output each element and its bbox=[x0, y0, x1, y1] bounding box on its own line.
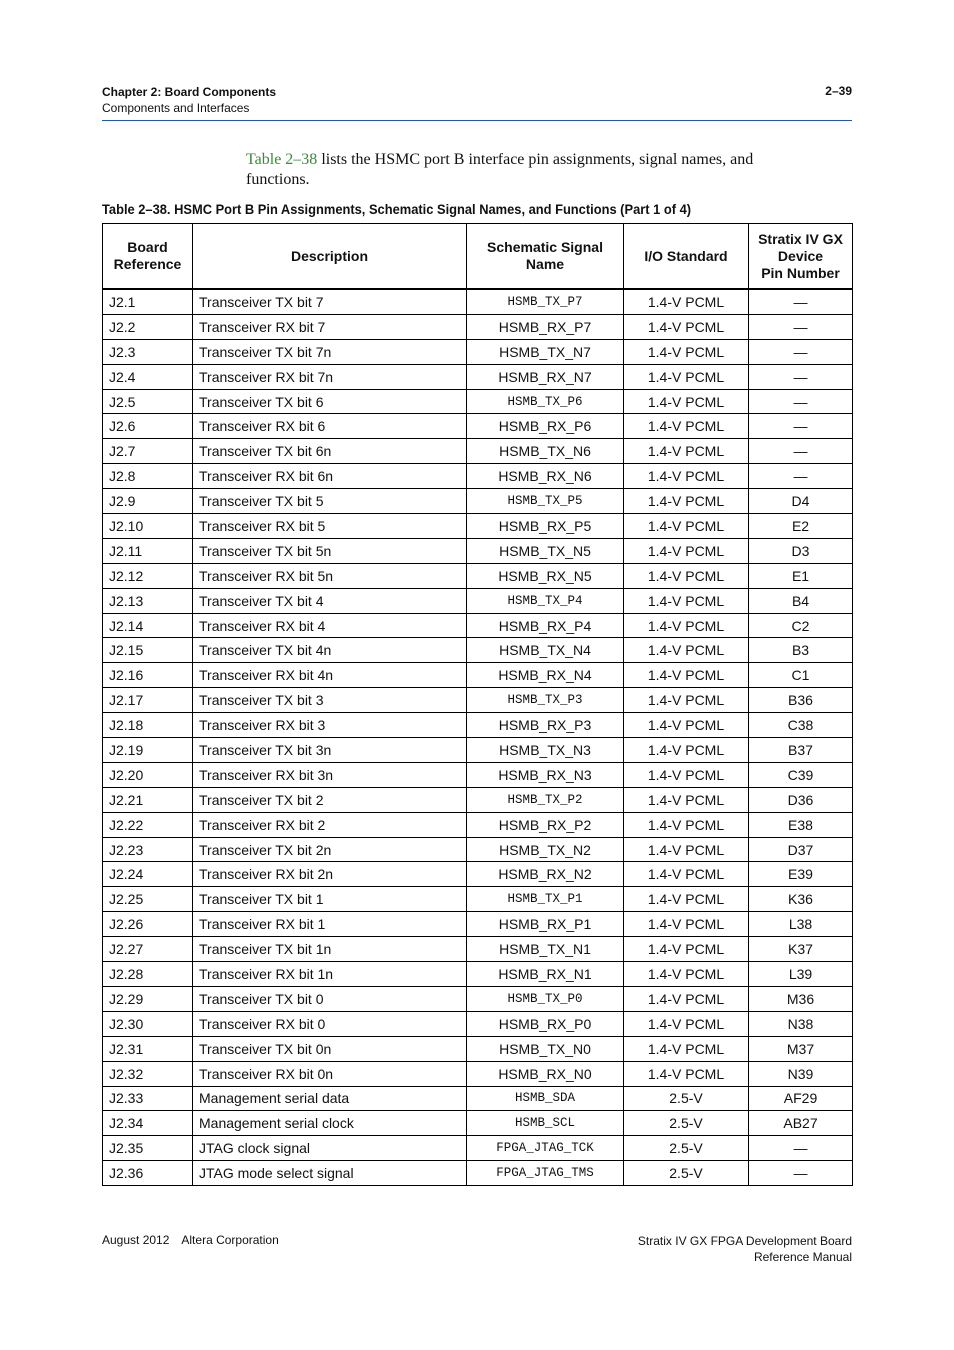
table-row bbox=[103, 364, 853, 389]
cell-pin-number: D4 bbox=[749, 489, 853, 514]
cell-signal-name: HSMB_RX_P7 bbox=[467, 314, 624, 339]
cell-board-reference: J2.7 bbox=[103, 439, 193, 464]
cell-pin-number: — bbox=[749, 314, 853, 339]
running-header bbox=[102, 84, 276, 116]
header-device-pin-number: Stratix IV GX Device Pin Number bbox=[749, 224, 853, 290]
cell-description: Transceiver RX bit 1 bbox=[193, 912, 467, 937]
cell-io-standard: 2.5-V bbox=[624, 1086, 749, 1111]
cell-io-standard: 1.4-V PCML bbox=[624, 812, 749, 837]
table-caption: Table 2–38. HSMC Port B Pin Assignments, Schematic Signal Names, and Functions (Part 1 of 4) bbox=[102, 201, 692, 217]
cell-board-reference: J2.9 bbox=[103, 489, 193, 514]
cell-description: Transceiver RX bit 2 bbox=[193, 812, 467, 837]
table-row bbox=[103, 414, 853, 439]
table-row bbox=[103, 538, 853, 563]
table-body bbox=[103, 289, 853, 1186]
cell-description: Management serial clock bbox=[193, 1111, 467, 1136]
table-row bbox=[103, 663, 853, 688]
cell-io-standard: 1.4-V PCML bbox=[624, 464, 749, 489]
cell-io-standard: 1.4-V PCML bbox=[624, 986, 749, 1011]
table-row bbox=[103, 289, 853, 314]
cell-pin-number: N39 bbox=[749, 1061, 853, 1086]
cell-pin-number: — bbox=[749, 339, 853, 364]
cell-pin-number: — bbox=[749, 389, 853, 414]
table-row bbox=[103, 912, 853, 937]
cell-io-standard: 2.5-V bbox=[624, 1111, 749, 1136]
cell-signal-name: HSMB_RX_N1 bbox=[467, 962, 624, 987]
cell-pin-number: — bbox=[749, 439, 853, 464]
cell-board-reference: J2.21 bbox=[103, 787, 193, 812]
cell-pin-number: D3 bbox=[749, 538, 853, 563]
cell-signal-name: HSMB_RX_P1 bbox=[467, 912, 624, 937]
cell-io-standard: 1.4-V PCML bbox=[624, 738, 749, 763]
cell-signal-name: HSMB_TX_N2 bbox=[467, 837, 624, 862]
cell-board-reference: J2.19 bbox=[103, 738, 193, 763]
cell-signal-name: HSMB_TX_N1 bbox=[467, 937, 624, 962]
cell-description: Transceiver RX bit 0 bbox=[193, 1011, 467, 1036]
cell-pin-number: — bbox=[749, 1161, 853, 1186]
cell-io-standard: 1.4-V PCML bbox=[624, 1061, 749, 1086]
cell-description: Transceiver TX bit 4 bbox=[193, 588, 467, 613]
cell-description: Transceiver TX bit 7n bbox=[193, 339, 467, 364]
cell-pin-number: E39 bbox=[749, 862, 853, 887]
cell-signal-name: FPGA_JTAG_TCK bbox=[467, 1136, 624, 1161]
table-row bbox=[103, 937, 853, 962]
table-link[interactable]: Table 2–38 bbox=[246, 151, 318, 168]
cell-board-reference: J2.12 bbox=[103, 563, 193, 588]
cell-io-standard: 1.4-V PCML bbox=[624, 688, 749, 713]
cell-description: Transceiver RX bit 4n bbox=[193, 663, 467, 688]
table-row bbox=[103, 1161, 853, 1186]
cell-board-reference: J2.2 bbox=[103, 314, 193, 339]
footer-right bbox=[638, 1233, 852, 1265]
cell-pin-number: D37 bbox=[749, 837, 853, 862]
cell-board-reference: J2.28 bbox=[103, 962, 193, 987]
cell-pin-number: E38 bbox=[749, 812, 853, 837]
cell-io-standard: 1.4-V PCML bbox=[624, 1036, 749, 1061]
chapter-title: Chapter 2: Board Components bbox=[102, 85, 277, 99]
cell-board-reference: J2.31 bbox=[103, 1036, 193, 1061]
cell-io-standard: 1.4-V PCML bbox=[624, 762, 749, 787]
cell-io-standard: 1.4-V PCML bbox=[624, 663, 749, 688]
intro-paragraph bbox=[246, 150, 816, 190]
table-row bbox=[103, 1086, 853, 1111]
cell-signal-name: HSMB_TX_P0 bbox=[467, 986, 624, 1011]
cell-signal-name: HSMB_TX_P3 bbox=[467, 688, 624, 713]
table-row bbox=[103, 688, 853, 713]
cell-description: Transceiver TX bit 1n bbox=[193, 937, 467, 962]
cell-board-reference: J2.6 bbox=[103, 414, 193, 439]
cell-signal-name: HSMB_TX_N4 bbox=[467, 638, 624, 663]
table-row bbox=[103, 638, 853, 663]
cell-pin-number: C39 bbox=[749, 762, 853, 787]
cell-signal-name: HSMB_RX_N5 bbox=[467, 563, 624, 588]
cell-board-reference: J2.36 bbox=[103, 1161, 193, 1186]
cell-board-reference: J2.4 bbox=[103, 364, 193, 389]
cell-io-standard: 1.4-V PCML bbox=[624, 439, 749, 464]
table-row bbox=[103, 439, 853, 464]
cell-signal-name: HSMB_TX_N6 bbox=[467, 439, 624, 464]
header-description: Description bbox=[193, 224, 467, 290]
table-row bbox=[103, 1011, 853, 1036]
cell-signal-name: HSMB_RX_N7 bbox=[467, 364, 624, 389]
cell-pin-number: B3 bbox=[749, 638, 853, 663]
cell-description: Transceiver TX bit 1 bbox=[193, 887, 467, 912]
header-board-reference: Board Reference bbox=[103, 224, 193, 290]
table-row bbox=[103, 514, 853, 539]
cell-pin-number: B4 bbox=[749, 588, 853, 613]
cell-pin-number: — bbox=[749, 464, 853, 489]
cell-description: Transceiver RX bit 3 bbox=[193, 713, 467, 738]
cell-description: Transceiver TX bit 2 bbox=[193, 787, 467, 812]
cell-description: Transceiver RX bit 6n bbox=[193, 464, 467, 489]
cell-board-reference: J2.8 bbox=[103, 464, 193, 489]
cell-description: Transceiver TX bit 3 bbox=[193, 688, 467, 713]
cell-io-standard: 1.4-V PCML bbox=[624, 912, 749, 937]
cell-io-standard: 1.4-V PCML bbox=[624, 1011, 749, 1036]
cell-io-standard: 1.4-V PCML bbox=[624, 538, 749, 563]
header-divider bbox=[102, 120, 852, 121]
cell-board-reference: J2.18 bbox=[103, 713, 193, 738]
table-row bbox=[103, 762, 853, 787]
cell-io-standard: 1.4-V PCML bbox=[624, 962, 749, 987]
cell-signal-name: HSMB_RX_N0 bbox=[467, 1061, 624, 1086]
cell-signal-name: HSMB_TX_P1 bbox=[467, 887, 624, 912]
cell-description: Transceiver RX bit 4 bbox=[193, 613, 467, 638]
cell-board-reference: J2.22 bbox=[103, 812, 193, 837]
cell-description: JTAG mode select signal bbox=[193, 1161, 467, 1186]
cell-io-standard: 1.4-V PCML bbox=[624, 339, 749, 364]
table-row bbox=[103, 837, 853, 862]
cell-pin-number: L39 bbox=[749, 962, 853, 987]
cell-description: Transceiver TX bit 6 bbox=[193, 389, 467, 414]
header-schematic-signal-name: Schematic Signal Name bbox=[467, 224, 624, 290]
cell-pin-number: — bbox=[749, 414, 853, 439]
table-row bbox=[103, 1136, 853, 1161]
cell-description: Transceiver TX bit 0n bbox=[193, 1036, 467, 1061]
cell-io-standard: 1.4-V PCML bbox=[624, 887, 749, 912]
cell-signal-name: HSMB_RX_P6 bbox=[467, 414, 624, 439]
cell-board-reference: J2.32 bbox=[103, 1061, 193, 1086]
cell-description: Transceiver RX bit 7n bbox=[193, 364, 467, 389]
cell-signal-name: HSMB_RX_N2 bbox=[467, 862, 624, 887]
cell-description: JTAG clock signal bbox=[193, 1136, 467, 1161]
cell-signal-name: HSMB_TX_N0 bbox=[467, 1036, 624, 1061]
table-row bbox=[103, 1061, 853, 1086]
cell-pin-number: C38 bbox=[749, 713, 853, 738]
cell-board-reference: J2.24 bbox=[103, 862, 193, 887]
cell-io-standard: 1.4-V PCML bbox=[624, 613, 749, 638]
cell-pin-number: M37 bbox=[749, 1036, 853, 1061]
table-row bbox=[103, 588, 853, 613]
cell-pin-number: B36 bbox=[749, 688, 853, 713]
cell-pin-number: K37 bbox=[749, 937, 853, 962]
footer-doc-subtitle: Reference Manual bbox=[753, 1250, 852, 1264]
table-row bbox=[103, 713, 853, 738]
cell-board-reference: J2.29 bbox=[103, 986, 193, 1011]
cell-io-standard: 1.4-V PCML bbox=[624, 787, 749, 812]
cell-description: Transceiver RX bit 3n bbox=[193, 762, 467, 787]
cell-description: Transceiver RX bit 5 bbox=[193, 514, 467, 539]
cell-board-reference: J2.5 bbox=[103, 389, 193, 414]
cell-io-standard: 1.4-V PCML bbox=[624, 862, 749, 887]
table-row bbox=[103, 613, 853, 638]
table-row bbox=[103, 738, 853, 763]
cell-description: Transceiver TX bit 3n bbox=[193, 738, 467, 763]
cell-io-standard: 1.4-V PCML bbox=[624, 364, 749, 389]
cell-board-reference: J2.35 bbox=[103, 1136, 193, 1161]
cell-io-standard: 1.4-V PCML bbox=[624, 489, 749, 514]
cell-io-standard: 1.4-V PCML bbox=[624, 314, 749, 339]
cell-board-reference: J2.14 bbox=[103, 613, 193, 638]
cell-description: Transceiver TX bit 5 bbox=[193, 489, 467, 514]
cell-signal-name: HSMB_TX_P5 bbox=[467, 489, 624, 514]
table-row bbox=[103, 812, 853, 837]
cell-description: Transceiver RX bit 7 bbox=[193, 314, 467, 339]
cell-pin-number: B37 bbox=[749, 738, 853, 763]
cell-pin-number: K36 bbox=[749, 887, 853, 912]
cell-description: Transceiver TX bit 4n bbox=[193, 638, 467, 663]
cell-signal-name: HSMB_TX_P7 bbox=[467, 289, 624, 314]
cell-board-reference: J2.34 bbox=[103, 1111, 193, 1136]
table-row bbox=[103, 862, 853, 887]
cell-io-standard: 1.4-V PCML bbox=[624, 937, 749, 962]
cell-io-standard: 2.5-V bbox=[624, 1136, 749, 1161]
cell-io-standard: 1.4-V PCML bbox=[624, 289, 749, 314]
cell-signal-name: HSMB_TX_P2 bbox=[467, 787, 624, 812]
page-number: 2–39 bbox=[825, 84, 852, 98]
cell-pin-number: — bbox=[749, 364, 853, 389]
cell-board-reference: J2.27 bbox=[103, 937, 193, 962]
table-row bbox=[103, 339, 853, 364]
cell-description: Transceiver TX bit 6n bbox=[193, 439, 467, 464]
cell-signal-name: HSMB_TX_N5 bbox=[467, 538, 624, 563]
cell-pin-number: — bbox=[749, 1136, 853, 1161]
cell-io-standard: 2.5-V bbox=[624, 1161, 749, 1186]
cell-board-reference: J2.13 bbox=[103, 588, 193, 613]
cell-description: Transceiver RX bit 2n bbox=[193, 862, 467, 887]
cell-io-standard: 1.4-V PCML bbox=[624, 588, 749, 613]
pin-assignment-table bbox=[102, 223, 853, 1186]
cell-pin-number: D36 bbox=[749, 787, 853, 812]
cell-board-reference: J2.30 bbox=[103, 1011, 193, 1036]
cell-signal-name: HSMB_RX_P2 bbox=[467, 812, 624, 837]
cell-board-reference: J2.33 bbox=[103, 1086, 193, 1111]
cell-description: Transceiver RX bit 1n bbox=[193, 962, 467, 987]
cell-signal-name: HSMB_SCL bbox=[467, 1111, 624, 1136]
cell-signal-name: HSMB_RX_P0 bbox=[467, 1011, 624, 1036]
table-row bbox=[103, 962, 853, 987]
cell-board-reference: J2.25 bbox=[103, 887, 193, 912]
cell-io-standard: 1.4-V PCML bbox=[624, 638, 749, 663]
header-io-standard: I/O Standard bbox=[624, 224, 749, 290]
cell-board-reference: J2.20 bbox=[103, 762, 193, 787]
cell-pin-number: E2 bbox=[749, 514, 853, 539]
cell-board-reference: J2.17 bbox=[103, 688, 193, 713]
table-row bbox=[103, 489, 853, 514]
cell-signal-name: HSMB_RX_N3 bbox=[467, 762, 624, 787]
cell-signal-name: FPGA_JTAG_TMS bbox=[467, 1161, 624, 1186]
cell-pin-number: M36 bbox=[749, 986, 853, 1011]
cell-pin-number: N38 bbox=[749, 1011, 853, 1036]
cell-pin-number: E1 bbox=[749, 563, 853, 588]
cell-board-reference: J2.10 bbox=[103, 514, 193, 539]
cell-signal-name: HSMB_TX_N3 bbox=[467, 738, 624, 763]
cell-description: Transceiver RX bit 5n bbox=[193, 563, 467, 588]
cell-io-standard: 1.4-V PCML bbox=[624, 414, 749, 439]
cell-pin-number: AB27 bbox=[749, 1111, 853, 1136]
cell-signal-name: HSMB_TX_P4 bbox=[467, 588, 624, 613]
table-row bbox=[103, 887, 853, 912]
cell-board-reference: J2.11 bbox=[103, 538, 193, 563]
cell-board-reference: J2.23 bbox=[103, 837, 193, 862]
table-row bbox=[103, 464, 853, 489]
cell-pin-number: C1 bbox=[749, 663, 853, 688]
cell-io-standard: 1.4-V PCML bbox=[624, 713, 749, 738]
cell-signal-name: HSMB_RX_N4 bbox=[467, 663, 624, 688]
cell-description: Transceiver TX bit 5n bbox=[193, 538, 467, 563]
section-title: Components and Interfaces bbox=[102, 101, 250, 115]
cell-io-standard: 1.4-V PCML bbox=[624, 563, 749, 588]
cell-pin-number: AF29 bbox=[749, 1086, 853, 1111]
cell-pin-number: — bbox=[749, 289, 853, 314]
intro-text: lists the HSMC port B interface pin assignments, signal names, and functions. bbox=[246, 151, 754, 188]
cell-io-standard: 1.4-V PCML bbox=[624, 514, 749, 539]
footer-date: August 2012 bbox=[102, 1233, 170, 1247]
cell-board-reference: J2.3 bbox=[103, 339, 193, 364]
cell-io-standard: 1.4-V PCML bbox=[624, 837, 749, 862]
table-row bbox=[103, 314, 853, 339]
table-row bbox=[103, 389, 853, 414]
cell-description: Transceiver TX bit 7 bbox=[193, 289, 467, 314]
cell-pin-number: C2 bbox=[749, 613, 853, 638]
cell-signal-name: HSMB_RX_P5 bbox=[467, 514, 624, 539]
footer-company: Altera Corporation bbox=[181, 1233, 279, 1247]
footer-doc-title: Stratix IV GX FPGA Development Board bbox=[637, 1234, 852, 1248]
cell-description: Transceiver TX bit 0 bbox=[193, 986, 467, 1011]
table-row bbox=[103, 1111, 853, 1136]
cell-description: Transceiver RX bit 0n bbox=[193, 1061, 467, 1086]
cell-description: Management serial data bbox=[193, 1086, 467, 1111]
cell-description: Transceiver TX bit 2n bbox=[193, 837, 467, 862]
table-row bbox=[103, 986, 853, 1011]
cell-signal-name: HSMB_TX_N7 bbox=[467, 339, 624, 364]
cell-signal-name: HSMB_SDA bbox=[467, 1086, 624, 1111]
cell-board-reference: J2.15 bbox=[103, 638, 193, 663]
cell-signal-name: HSMB_RX_P4 bbox=[467, 613, 624, 638]
cell-signal-name: HSMB_TX_P6 bbox=[467, 389, 624, 414]
cell-pin-number: L38 bbox=[749, 912, 853, 937]
cell-board-reference: J2.16 bbox=[103, 663, 193, 688]
cell-signal-name: HSMB_RX_P3 bbox=[467, 713, 624, 738]
table-row bbox=[103, 1036, 853, 1061]
cell-board-reference: J2.26 bbox=[103, 912, 193, 937]
footer-left bbox=[102, 1233, 279, 1247]
table-row bbox=[103, 787, 853, 812]
cell-signal-name: HSMB_RX_N6 bbox=[467, 464, 624, 489]
table-row bbox=[103, 563, 853, 588]
cell-description: Transceiver RX bit 6 bbox=[193, 414, 467, 439]
cell-board-reference: J2.1 bbox=[103, 289, 193, 314]
cell-io-standard: 1.4-V PCML bbox=[624, 389, 749, 414]
table-header-row bbox=[103, 224, 853, 290]
